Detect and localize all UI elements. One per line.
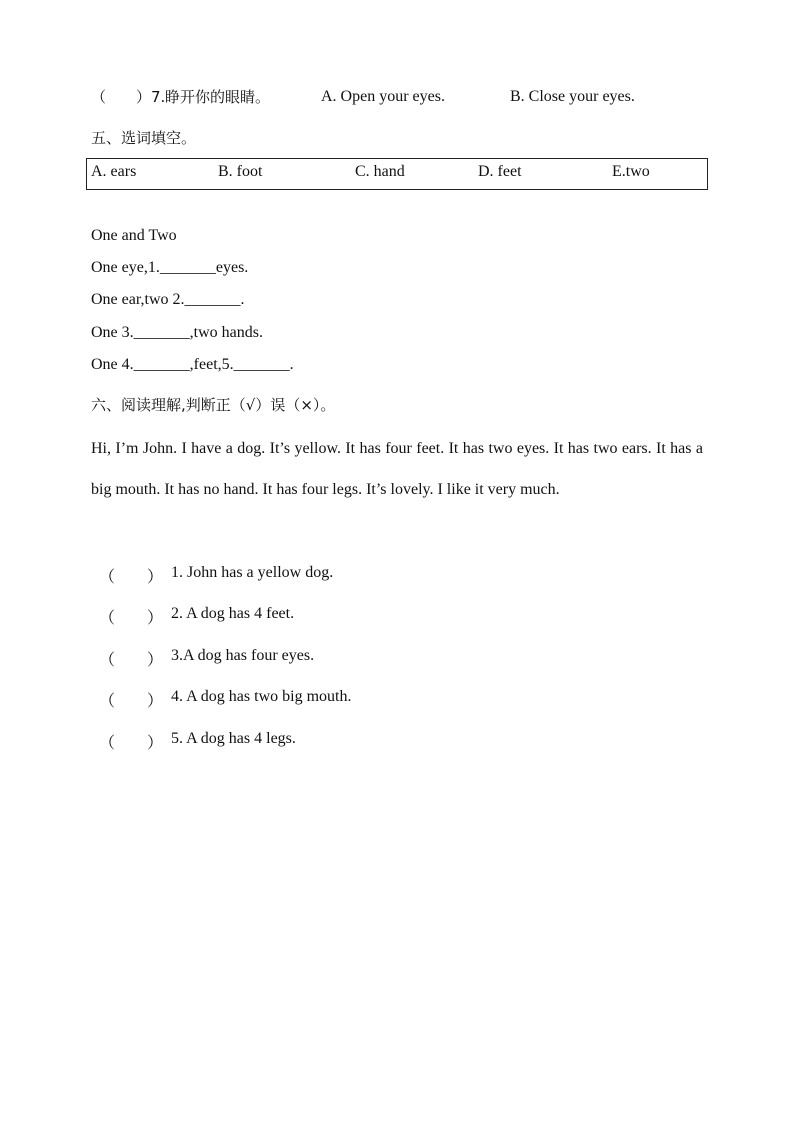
statement-text: 5. A dog has 4 legs.: [171, 730, 296, 747]
reading-passage: Hi, I’m John. I have a dog. It’s yellow. It has four feet. It has two eyes. It has two ears. It has a big mouth. It has no hand. It has four legs. It’s lovely. I like it very much.: [91, 440, 703, 498]
fill-blank-line-2: One ear,two 2._______.: [91, 291, 245, 308]
statement-text: 2. A dog has 4 feet.: [171, 605, 295, 622]
poem-title: One and Two: [91, 227, 177, 244]
fill-blank-line-3: One 3._______,two hands.: [91, 324, 263, 341]
option-b: B. Close your eyes.: [510, 88, 635, 105]
word-bank-box: [86, 158, 708, 190]
answer-paren: （ ）: [99, 608, 164, 627]
section-6-heading: 六、阅读理解,判断正（√）误（×）。: [91, 396, 336, 414]
answer-paren: （ ）7.: [91, 88, 166, 106]
statement-text: 4. A dog has two big mouth.: [171, 688, 352, 705]
option-a: A. Open your eyes.: [321, 88, 445, 105]
answer-paren: （ ）: [99, 691, 164, 710]
answer-paren: （ ）: [99, 650, 164, 669]
statement-text: 1. John has a yellow dog.: [171, 564, 334, 581]
answer-paren: （ ）: [99, 567, 164, 586]
word-option-d: D. feet: [478, 163, 522, 180]
word-option-e: E.two: [612, 163, 650, 180]
section-5-heading: 五、选词填空。: [91, 129, 197, 147]
word-option-b: B. foot: [218, 163, 263, 180]
fill-blank-line-4: One 4._______,feet,5._______.: [91, 356, 294, 373]
fill-blank-line-1: One eye,1._______eyes.: [91, 259, 249, 276]
word-option-a: A. ears: [91, 163, 137, 180]
answer-paren: （ ）: [99, 733, 164, 752]
word-option-c: C. hand: [355, 163, 405, 180]
question-7-text: 睁开你的眼睛。: [165, 88, 271, 106]
statement-text: 3.A dog has four eyes.: [171, 647, 315, 664]
